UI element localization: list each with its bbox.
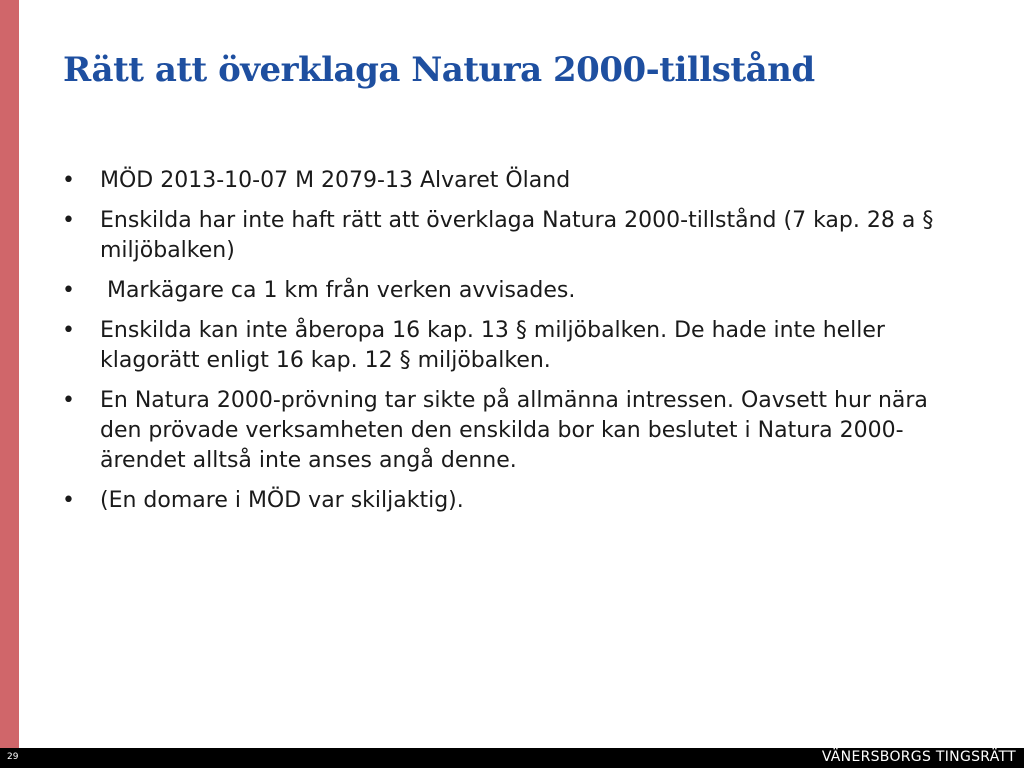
organization-name: VÄNERSBORGS TINGSRÄTT — [821, 749, 1016, 765]
bullet-item: • (En domare i MÖD var skiljaktig). — [60, 486, 975, 516]
page-number: 29 — [7, 752, 19, 762]
bullet-list — [60, 166, 975, 526]
accent-side-bar — [0, 0, 19, 748]
footer-bar — [0, 748, 1024, 768]
bullet-item: • MÖD 2013-10-07 M 2079-13 Alvaret Öland — [60, 166, 975, 196]
bullet-item: • En Natura 2000-prövning tar sikte på allmänna intressen. Oavsett hur nära den prövade verksamheten den enskilda bor kan beslutet i Natura 2000-ärendet alltså inte anses angå denne. — [60, 386, 975, 476]
slide-title: Rätt att överklaga Natura 2000-tillstånd — [63, 50, 815, 90]
bullet-item: • Enskilda har inte haft rätt att överklaga Natura 2000-tillstånd (7 kap. 28 a § miljöbalken) — [60, 206, 975, 266]
bullet-item: • Markägare ca 1 km från verken avvisades. — [60, 276, 975, 306]
bullet-item: • Enskilda kan inte åberopa 16 kap. 13 § miljöbalken. De hade inte heller klagorätt enligt 16 kap. 12 § miljöbalken. — [60, 316, 975, 376]
